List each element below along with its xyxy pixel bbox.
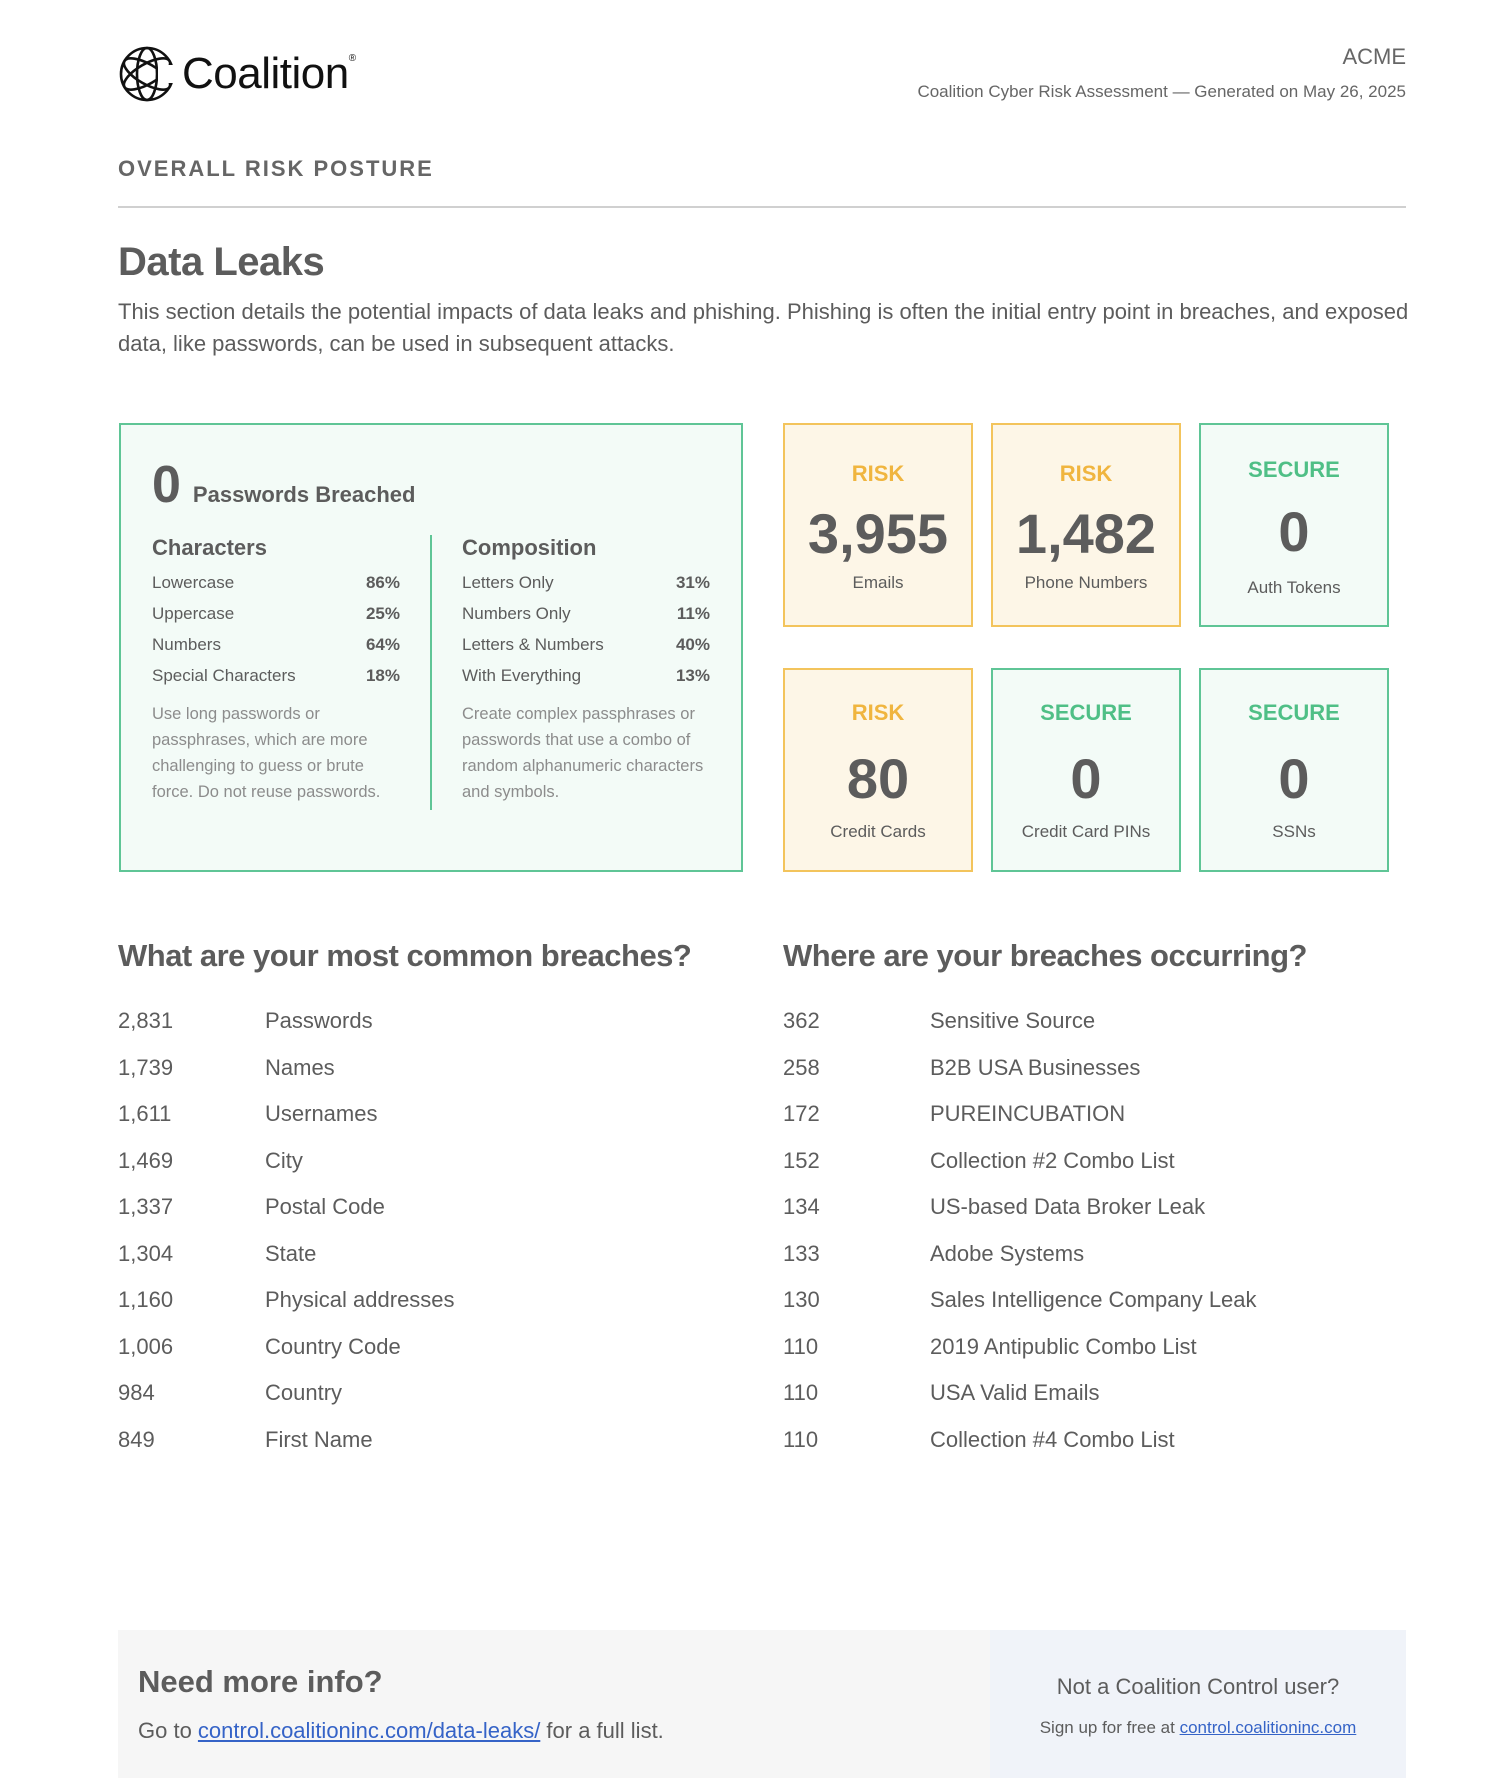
more-info-footer (118, 1630, 1406, 1778)
coalition-logo-icon (118, 45, 176, 103)
row-label: Uppercase (152, 604, 235, 623)
breach-type: Physical addresses (265, 1287, 455, 1312)
source-count: 110 (783, 1380, 819, 1405)
characters-row (152, 598, 400, 629)
breach-type: Names (265, 1054, 335, 1080)
logo-wordmark: Coalition® (182, 49, 356, 98)
tile-status: RISK (1059, 461, 1113, 486)
source-count: 133 (783, 1240, 820, 1266)
tile-value: 1,482 (1015, 502, 1157, 565)
tile-value: 80 (846, 747, 910, 810)
tile-caption: Emails (852, 573, 904, 592)
tile-status: RISK (851, 700, 905, 725)
signup-title: Not a Coalition Control user? (1056, 1674, 1340, 1699)
signup-text-before: Sign up for free at (1039, 1718, 1180, 1737)
characters-row (152, 660, 400, 691)
list-item (118, 1045, 738, 1092)
tile-value: 3,955 (807, 502, 949, 565)
signup-panel (990, 1630, 1406, 1778)
composition-row (462, 660, 710, 691)
tile-caption: Credit Cards (830, 822, 926, 841)
breach-sources-title: Where are your breaches occurring? (783, 938, 1307, 973)
list-item (118, 1184, 738, 1231)
tile-value: 0 (1278, 747, 1310, 810)
tile-caption: Credit Card PINs (1021, 822, 1151, 841)
auth-tokens-tile (1199, 423, 1389, 627)
list-item (783, 1091, 1403, 1138)
footer-text (138, 1718, 664, 1744)
breach-type: State (265, 1240, 317, 1266)
report-label: Coalition Cyber Risk Assessment (917, 82, 1168, 101)
row-label: Numbers (152, 635, 221, 654)
breach-type: Usernames (265, 1101, 378, 1126)
tile-caption: Phone Numbers (1024, 573, 1148, 592)
passwords-breached-label: Passwords Breached (192, 482, 416, 507)
source-count: 152 (783, 1147, 820, 1173)
list-item (118, 998, 738, 1045)
list-item (783, 1138, 1403, 1185)
source-name: 2019 Antipublic Combo List (930, 1333, 1197, 1359)
list-item (783, 1417, 1403, 1464)
composition-column (462, 535, 710, 805)
list-item (118, 1231, 738, 1278)
row-value: 11% (676, 604, 710, 623)
data-leaks-link[interactable]: control.coalitioninc.com/data-leaks/ (197, 1718, 541, 1743)
breach-count: 1,337 (118, 1194, 174, 1219)
list-item (118, 1417, 738, 1464)
characters-column (152, 535, 400, 805)
list-item (783, 1231, 1403, 1278)
coalition-logo (118, 45, 356, 103)
column-divider (430, 535, 432, 810)
phone-numbers-tile (991, 423, 1181, 627)
breach-count: 1,160 (118, 1287, 174, 1312)
list-item (783, 1045, 1403, 1092)
emails-tile (783, 423, 973, 627)
source-name: PUREINCUBATION (930, 1101, 1126, 1126)
passwords-breached-count: 0 (152, 456, 181, 514)
common-breaches-title: What are your most common breaches? (118, 938, 692, 973)
tile-caption: SSNs (1272, 822, 1316, 841)
breach-type: Country (265, 1380, 343, 1405)
separator: — (1172, 82, 1190, 101)
source-name: B2B USA Businesses (930, 1054, 1141, 1080)
composition-tip: Create complex passphrases or passwords that use a combo of random alphanumeric characters and symbols. (462, 705, 704, 801)
breach-count: 1,611 (118, 1101, 172, 1126)
characters-row (152, 629, 400, 660)
tile-caption: Auth Tokens (1247, 578, 1341, 597)
source-count: 134 (783, 1194, 820, 1219)
list-item (783, 1277, 1403, 1324)
characters-tip: Use long passwords or passphrases, which are more challenging to guess or brute force. Do not reuse passwords. (152, 705, 381, 801)
footer-title: Need more info? (138, 1664, 383, 1699)
breach-type: Country Code (265, 1333, 401, 1359)
list-item (783, 998, 1403, 1045)
breach-type: City (265, 1147, 303, 1173)
section-divider (118, 206, 1406, 208)
row-label: Special Characters (152, 666, 296, 685)
composition-heading: Composition (462, 535, 597, 560)
credit-card-pins-tile (991, 668, 1181, 872)
row-label: Letters Only (462, 573, 554, 592)
report-subheading (917, 82, 1406, 102)
source-count: 130 (783, 1287, 820, 1312)
source-name: Collection #2 Combo List (930, 1147, 1175, 1173)
row-value: 40% (675, 635, 710, 654)
page-title: Data Leaks (118, 240, 325, 284)
row-value: 25% (365, 604, 400, 623)
tile-status: SECURE (1040, 700, 1132, 725)
source-name: US-based Data Broker Leak (930, 1194, 1206, 1219)
source-count: 110 (783, 1333, 819, 1359)
source-name: Sensitive Source (930, 1008, 1096, 1033)
list-item (783, 1184, 1403, 1231)
breach-count: 1,304 (118, 1240, 174, 1266)
breach-count: 1,006 (118, 1333, 174, 1359)
company-name: ACME (1342, 44, 1406, 69)
characters-row (152, 567, 400, 598)
breach-type: Passwords (265, 1008, 373, 1033)
row-value: 64% (365, 635, 400, 654)
row-label: With Everything (462, 666, 582, 685)
composition-row (462, 629, 710, 660)
source-name: Adobe Systems (930, 1240, 1085, 1266)
source-name: Sales Intelligence Company Leak (930, 1287, 1257, 1312)
source-count: 110 (783, 1426, 819, 1452)
source-name: USA Valid Emails (930, 1380, 1100, 1405)
row-value: 18% (365, 666, 400, 685)
tile-value: 0 (1278, 500, 1310, 563)
row-value: 13% (675, 666, 710, 685)
row-value: 86% (365, 573, 400, 592)
passwords-breached-card (119, 423, 743, 872)
passwords-breached-header (152, 455, 415, 515)
signup-text (990, 1718, 1406, 1738)
tile-status: SECURE (1248, 700, 1340, 725)
footer-text-after: for a full list. (540, 1718, 664, 1743)
list-item (118, 1091, 738, 1138)
breach-count: 1,739 (118, 1054, 174, 1080)
row-value: 31% (675, 573, 710, 592)
list-item (783, 1370, 1403, 1417)
tile-status: RISK (851, 461, 905, 486)
source-count: 362 (783, 1008, 820, 1033)
source-count: 258 (783, 1054, 820, 1080)
ssns-tile (1199, 668, 1389, 872)
signup-link[interactable]: control.coalitioninc.com (1179, 1718, 1357, 1737)
source-name: Collection #4 Combo List (930, 1426, 1175, 1452)
tile-status: SECURE (1248, 457, 1340, 482)
report-header (118, 40, 1406, 120)
breach-sources-list (783, 998, 1403, 1463)
breach-count: 849 (118, 1426, 155, 1452)
source-count: 172 (783, 1101, 820, 1126)
characters-heading: Characters (152, 535, 267, 560)
breach-count: 2,831 (118, 1008, 174, 1033)
breach-count: 984 (118, 1380, 155, 1405)
breach-type: First Name (265, 1426, 373, 1452)
tile-value: 0 (1070, 747, 1102, 810)
breach-count: 1,469 (118, 1147, 174, 1173)
section-label: OVERALL RISK POSTURE (118, 156, 434, 181)
list-item (118, 1277, 738, 1324)
breach-type: Postal Code (265, 1194, 385, 1219)
list-item (118, 1370, 738, 1417)
list-item (118, 1324, 738, 1371)
list-item (783, 1324, 1403, 1371)
list-item (118, 1138, 738, 1185)
row-label: Letters & Numbers (462, 635, 604, 654)
composition-row (462, 567, 710, 598)
intro-text: This section details the potential impacts of data leaks and phishing. Phishing is often the initial entry point in breaches, and exposed data, like passwords, can be used in subsequent attacks. (118, 299, 1409, 356)
composition-row (462, 598, 710, 629)
credit-cards-tile (783, 668, 973, 872)
row-label: Numbers Only (462, 604, 571, 623)
generated-date: Generated on May 26, 2025 (1194, 82, 1406, 101)
footer-text-before: Go to (138, 1718, 198, 1743)
common-breaches-list (118, 998, 738, 1463)
row-label: Lowercase (152, 573, 235, 592)
